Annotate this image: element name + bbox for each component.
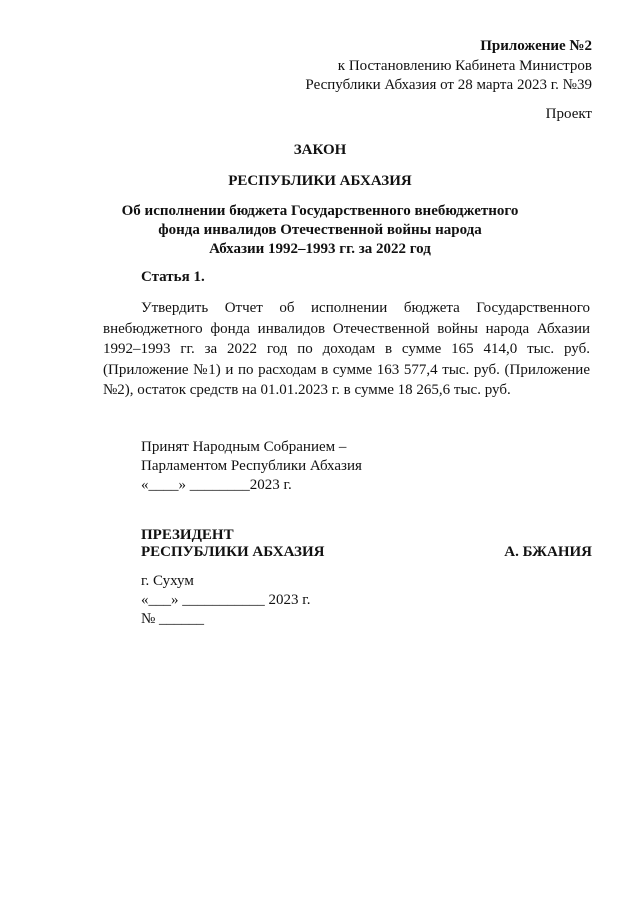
draft-label: Проект [545, 106, 592, 122]
republic-title: РЕСПУБЛИКИ АБХАЗИЯ [228, 173, 412, 189]
article-heading: Статья 1. [141, 269, 205, 285]
law-subject-line-2: фонда инвалидов Отечественной войны народа [158, 222, 482, 238]
president-title-line-2: РЕСПУБЛИКИ АБХАЗИЯ [141, 544, 325, 560]
signing-date-line: «___» ___________ 2023 г. [141, 592, 311, 608]
law-subject-line-3: Абхазии 1992–1993 гг. за 2022 год [209, 241, 431, 257]
adoption-date-line: «____» ________2023 г. [141, 477, 292, 493]
appendix-title: Приложение №2 [480, 38, 592, 54]
article-body: Утвердить Отчет об исполнении бюджета Государственного внебюджетного фонда инвалидов Отечественной войны народа Абхазии 1992–1993 гг. за 2022 год по доходам в сумме 165 414,0 тыс. руб. (Приложение №1) и по расходам в сумме 163 577,4 тыс. руб. (Приложение №2), остаток средств на 01.01.2023 г. в сумме 18 265,6 тыс. руб. [103, 300, 590, 398]
president-title-line-1: ПРЕЗИДЕНТ [141, 527, 234, 543]
president-name: А. БЖАНИЯ [504, 544, 592, 560]
law-subject-line-1: Об исполнении бюджета Государственного внебюджетного [121, 203, 519, 219]
document-number-line: № ______ [141, 611, 205, 627]
appendix-reference-line: к Постановлению Кабинета Министров [337, 58, 592, 74]
law-title: ЗАКОН [293, 142, 347, 158]
adoption-line-2: Парламентом Республики Абхазия [141, 458, 362, 474]
adoption-line-1: Принят Народным Собранием – [141, 439, 347, 455]
city-line: г. Сухум [141, 573, 194, 589]
appendix-reference-date: Республики Абхазия от 28 марта 2023 г. №39 [305, 77, 592, 93]
